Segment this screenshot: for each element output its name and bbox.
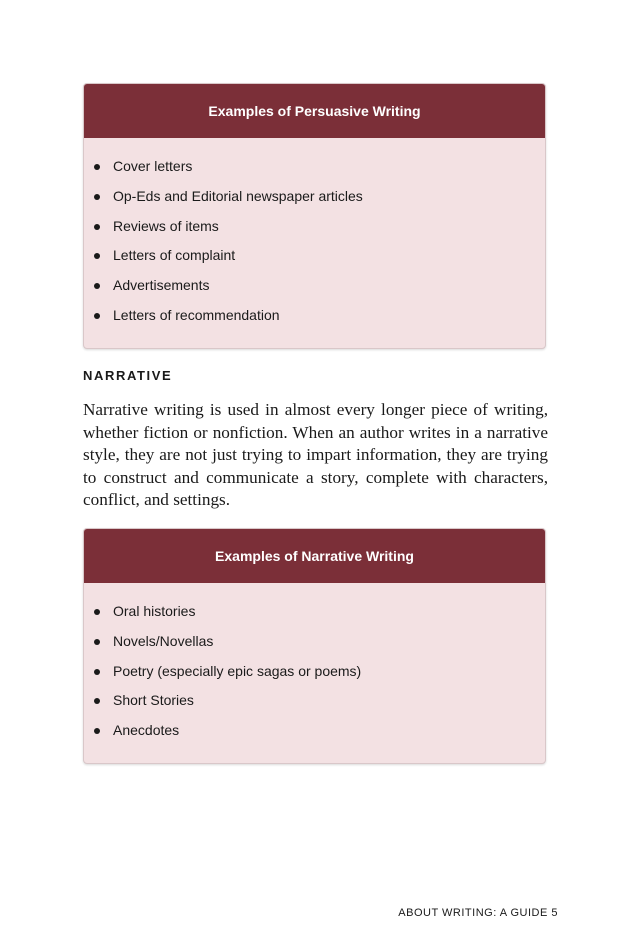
narrative-paragraph: Narrative writing is used in almost every longer piece of writing, whether fiction or nonfiction. When an author writes in a narrative style, they are not just trying to impart information, they are trying to construct and communicate a story, complete with characters, conflict, and settings. [83, 400, 548, 509]
section-heading-narrative: NARRATIVE [83, 368, 173, 383]
narrative-box-title: Examples of Narrative Writing [84, 529, 545, 583]
list-item-label: Short Stories [113, 692, 194, 709]
bullet-icon [94, 698, 100, 704]
list-item-label: Reviews of items [113, 217, 219, 234]
bullet-icon [94, 194, 100, 200]
list-item-label: Novels/Novellas [113, 632, 214, 649]
list-item-label: Op-Eds and Editorial newspaper articles [113, 187, 363, 204]
persuasive-examples-box [83, 83, 546, 349]
narrative-examples-list [84, 583, 545, 746]
page-footer-running-head: ABOUT WRITING: A GUIDE 5 [398, 907, 558, 919]
list-item [84, 686, 545, 716]
list-item [84, 241, 545, 271]
persuasive-examples-list [84, 138, 545, 331]
list-item-label: Poetry (especially epic sagas or poems) [113, 662, 362, 679]
list-item-label: Anecdotes [113, 722, 180, 739]
list-item [84, 301, 545, 331]
list-item [84, 597, 545, 627]
list-item [84, 271, 545, 301]
list-item-label: Oral histories [113, 603, 196, 619]
narrative-examples-box [83, 528, 546, 764]
bullet-icon [94, 669, 100, 675]
list-item-label: Cover letters [113, 158, 193, 174]
list-item [84, 212, 545, 242]
list-item [84, 152, 545, 182]
list-item [84, 182, 545, 212]
list-item-label: Letters of recommendation [113, 306, 280, 323]
bullet-icon [94, 224, 100, 230]
bullet-icon [94, 164, 100, 170]
list-item [84, 657, 545, 687]
list-item-label: Advertisements [113, 277, 210, 294]
bullet-icon [94, 728, 100, 734]
list-item [84, 627, 545, 657]
list-item [84, 716, 545, 746]
bullet-icon [94, 609, 100, 615]
persuasive-box-title: Examples of Persuasive Writing [84, 84, 545, 138]
bullet-icon [94, 283, 100, 289]
bullet-icon [94, 313, 100, 319]
list-item-label: Letters of complaint [113, 247, 236, 264]
bullet-icon [94, 639, 100, 645]
bullet-icon [94, 253, 100, 259]
